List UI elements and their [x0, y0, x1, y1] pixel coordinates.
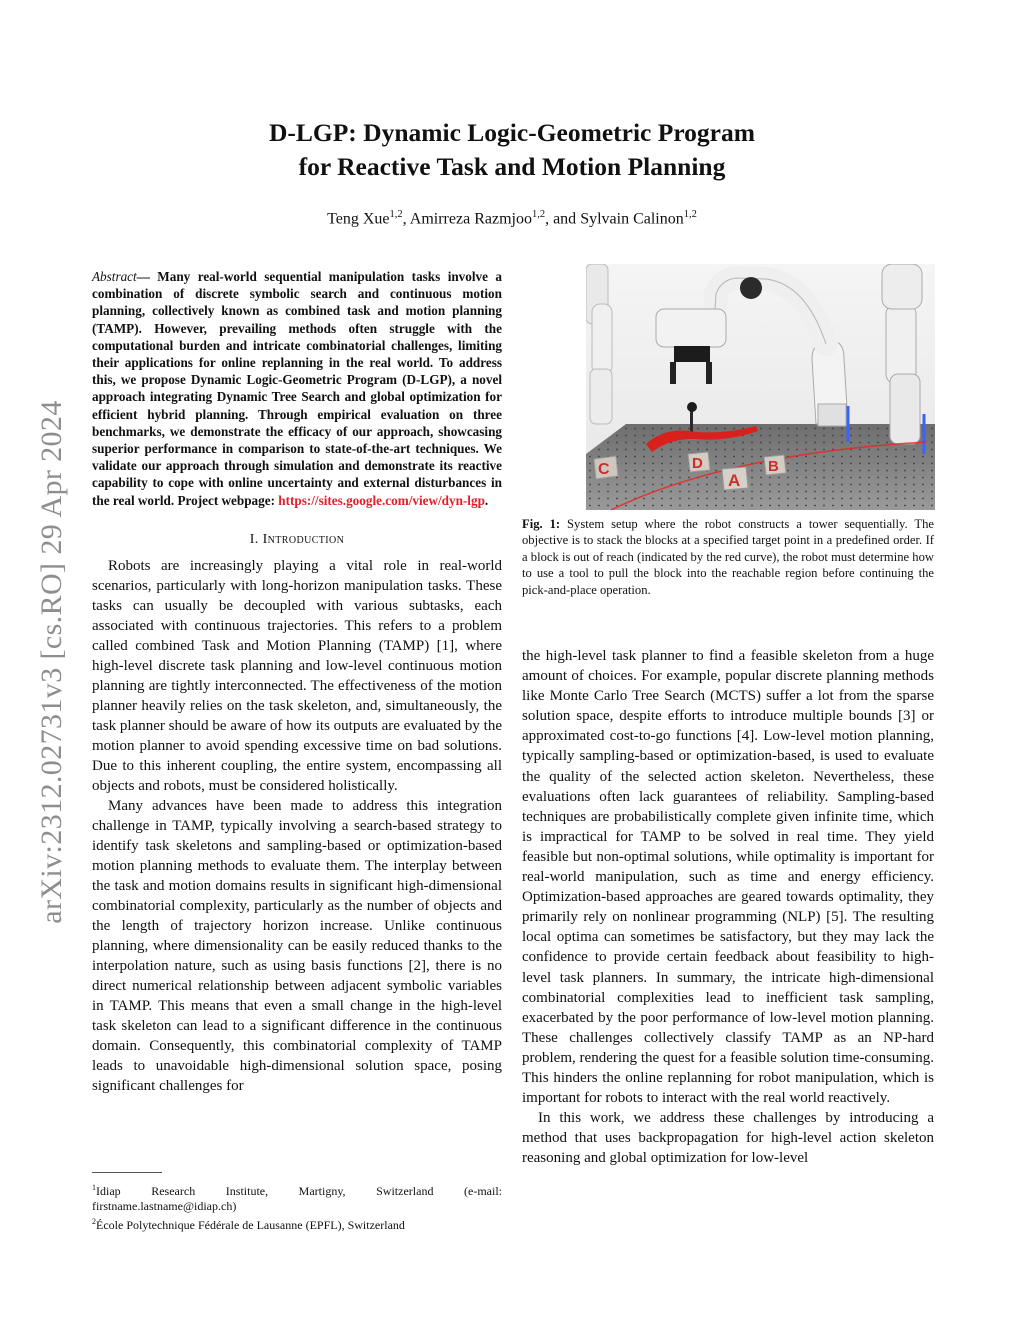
abstract-label: Abstract: [92, 269, 137, 284]
right-paragraph-2: In this work, we address these challenges by introducing a method that uses backpropagation for high-level action skeleton reasoning and global optimization for low-level: [522, 1110, 934, 1167]
paper-title: [92, 116, 932, 184]
abstract-end: .: [484, 492, 489, 508]
intro-paragraph-2: Many advances have been made to address this integration challenge in TAMP, typically involving a search-based strategy to identify task skeletons and sampling-based or optimization-based motion planning methods to evaluate them. The interplay between the task and motion domains results in significant high-dimensional combinatorial complexity, particularly as the number of objects and the length of trajectory horizon increase. Unlike continuous planning, where dimensionality can be easily reduced thanks to the interpolation nature, such as using basis functions [2], there is no direct numerical relationship between adjacent symbolic variables in TAMP. This means that even a small change in the high-level task skeleton can lead to a significant difference in the continuous domain. Consequently, this combinatorial complexity of TAMP leads to unavoidable high-dimensional solution space, posing significant challenges for: [92, 797, 502, 1094]
block-b: [764, 455, 786, 475]
affiliation-mark: 1,2: [531, 209, 546, 220]
title-line-1: D-LGP: Dynamic Logic-Geometric Program: [268, 118, 755, 147]
block-b-label: B: [768, 458, 779, 475]
robot-setup-figure: [586, 264, 935, 510]
footnote-1-text: Idiap Research Institute, Martigny, Switzerland (e-mail: firstname.lastname@idiap.ch): [92, 1184, 502, 1213]
caption-text: System setup where the robot constructs a tower sequentially. The objective is to stack the blocks at a specified target point in a predefined order. If a block is out of reach (indicated by the red curve), the robot must determine how to use a tool to pull the block into the reachable region before continuing the pick-and-place operation.: [522, 517, 934, 597]
right-paragraph-1: the high-level task planner to find a feasible skeleton from a huge amount of choices. For example, popular discrete planning methods like Monte Carlo Tree Search (MCTS) suffer a lot from the sparse solution space, despite efforts to introduce multiple bounds [3] or approximated cost-to-go functions [4]. Low-level motion planning, typically sampling-based or optimization-based, is used to evaluate the quality of the selected action skeleton. Nevertheless, these evaluations often lack guarantees of reliability. Sampling-based techniques are probabilistically complete given infinite time, which is impractical for TAMP to be solved in real time. They yield feasible but non-optimal solutions, while optimality is important for real-world manipulation, such as time and energy efficiency. Optimization-based approaches are geared towards optimality, they primarily rely on nonlinear programming (NLP) [5]. The resulting local optima can sometimes be satisfactory, but they may lack the confidence to provide certain feedback about feasibility to high-level task planners. In summary, the intricate high-dimensional combinatorial complexities lead to inefficient task sampling, exacerbated by the poor performance of low-level motion planning. These challenges collectively classify TAMP as an NP-hard problem, rendering the quest for a feasible solution time-consuming. This hinders the online replanning for robot manipulation, which is important for robots to interact with the real world reactively.: [522, 648, 934, 1107]
footnote-1: [92, 1180, 502, 1214]
intro-paragraph-1: Robots are increasingly playing a vital role in real-world scenarios, particularly with long-horizon manipulation tasks. These tasks can usually be decoupled with various subtasks, each associated with continuous trajectories. This refers to a problem called combined Task and Motion Planning (TAMP) [1], where high-level discrete task planning and low-level continuous motion planning are tightly interconnected. The effectiveness of the motion planner heavily relies on the task skeleton, and, simultaneously, the task planner should be aware of how its outputs are evaluated by the motion planner to avoid spending excessive time on bad solutions. Due to this inherent coupling, the entire system, encompassing all objects and robots, must be considered holistically.: [92, 557, 502, 794]
footnotes: [92, 1180, 502, 1233]
author-list: [92, 209, 932, 228]
block-c: [594, 456, 618, 479]
block-a-label: A: [728, 471, 741, 490]
block-c-label: C: [598, 461, 610, 478]
footnote-1-mark: 1: [92, 1183, 96, 1192]
footnote-rule: [92, 1172, 162, 1173]
footnote-2: [92, 1214, 502, 1233]
footnote-2-text: École Polytechnique Fédérale de Lausanne (EPFL), Switzerland: [96, 1218, 405, 1232]
left-column: [92, 268, 502, 1096]
footnote-2-mark: 2: [92, 1217, 96, 1226]
block-a: [722, 467, 748, 490]
affiliation-mark: 1,2: [683, 209, 697, 220]
section-heading-introduction: I. Introduction: [249, 531, 345, 547]
author-2: Amirreza Razmjoo: [409, 210, 532, 228]
abstract-text: — Many real-world sequential manipulation tasks involve a combination of discrete symbolic search and continuous motion planning, collectively known as combined task and motion planning (TAMP). However, prevailing methods often struggle with the computational burden and intricate combinatorial challenges, limiting their applications for online replanning in the real world. To address this, we propose Dynamic Logic-Geometric Program (D-LGP), a novel approach integrating Dynamic Tree Search and global optimization for efficient hybrid planning. Through empirical evaluation on three benchmarks, we demonstrate the efficacy of our approach, showcasing superior performance in comparison to state-of-the-art techniques. We validate our approach through simulation and demonstrate its reactive capability to cope with online uncertainty and external disturbances in the real world. Project webpage:: [92, 269, 502, 508]
author-1: Teng Xue: [327, 210, 390, 228]
figure-caption: [522, 516, 934, 598]
arxiv-identifier: arXiv:2312.02731v3 [cs.RO] 29 Apr 2024: [35, 400, 68, 924]
project-webpage-link[interactable]: https://sites.google.com/view/dyn-lgp: [278, 492, 485, 508]
block-d: [688, 452, 710, 472]
author-3: Sylvain Calinon: [580, 210, 684, 228]
affiliation-mark: 1,2: [389, 209, 403, 220]
author-separator: , and: [545, 210, 581, 228]
abstract: [92, 268, 502, 509]
caption-label: Fig. 1:: [522, 517, 561, 531]
title-line-2: for Reactive Task and Motion Planning: [298, 152, 726, 181]
author-separator: ,: [402, 210, 410, 228]
right-column: [522, 646, 934, 1168]
block-d-label: D: [692, 455, 703, 472]
